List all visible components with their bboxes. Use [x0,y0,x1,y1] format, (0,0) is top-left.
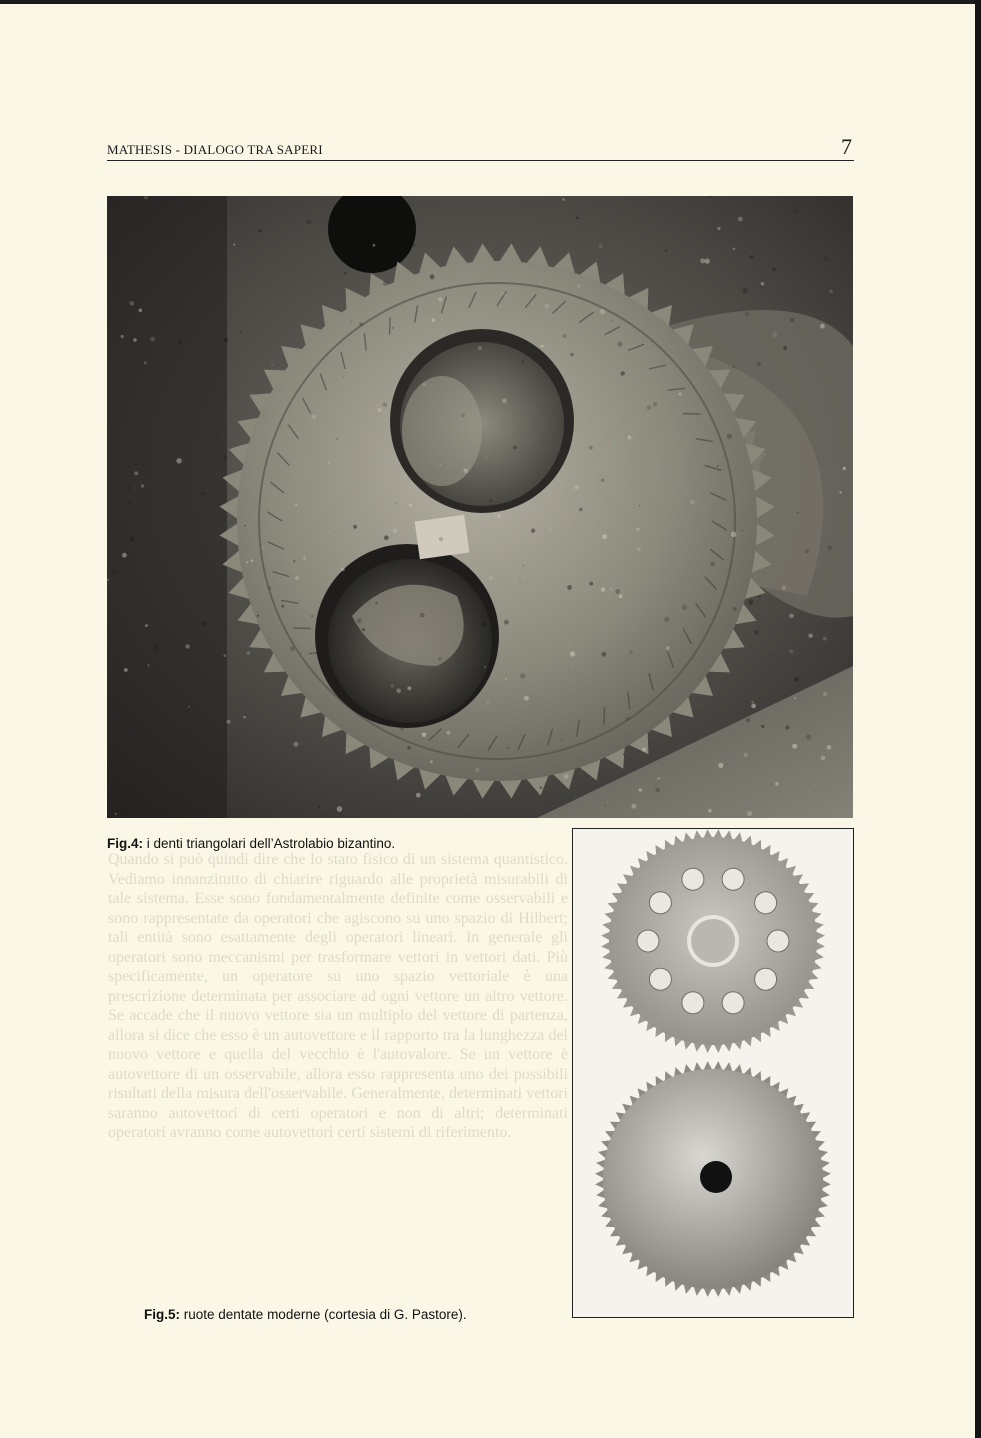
bleed-through-text: Quando si può quindi dire che lo stato fisico di un sistema quantistico. Vediamo innanzitutto di chiarire riguardo alle proprietà misurabili di tale sistema. Esse sono fondamentalmente definite come osservabili e sono rappresentate da operatori che agiscono su uno spazio di Hilbert; tali entità sono esattamente degli operatori lineari. In generale gli operatori sono meccanismi per trasformare vettori in vettori dati. Più specificamente, un operatore su uno spazio vettoriale è una prescrizione determinata per associare ad ogni vettore un altro vettore. Se accade che il nuovo vettore sia un multiplo del vettore di partenza, allora si dice che esso è un autovettore e il rapporto tra la lunghezza del nuovo vettore e quella del vecchio è l'autovalore. Se un vettore è autovettore di un osservabile, allora esso rappresenta uno dei possibili risultati della misura dell'osservabile. Generalmente, determinati vettori saranno autovettori di certi operatori e non di altri; determinati operatori avranno come autovettori certi sistemi di riferimento. [108,851,568,1141]
figure5-caption [144,1307,564,1322]
modern-gears-image [573,829,853,1317]
figure5-caption-text: ruote dentate moderne (cortesia di G. Pastore). [180,1307,467,1322]
figure4-caption [107,836,547,851]
running-header [107,134,854,161]
page-number: 7 [841,134,852,159]
figure4-caption-text: i denti triangolari dell’Astrolabio bizantino. [143,836,396,851]
figure4-label: Fig.4: [107,836,143,851]
astrolabe-gear-image [107,196,853,818]
figure-astrolabe-photo [107,196,853,818]
figure5-label: Fig.5: [144,1307,180,1322]
figure-modern-gears-photo [572,828,854,1318]
scan-edge-top [0,0,981,4]
running-title: MATHESIS - DIALOGO TRA SAPERI [107,142,323,157]
scan-edge-right [975,0,981,1438]
